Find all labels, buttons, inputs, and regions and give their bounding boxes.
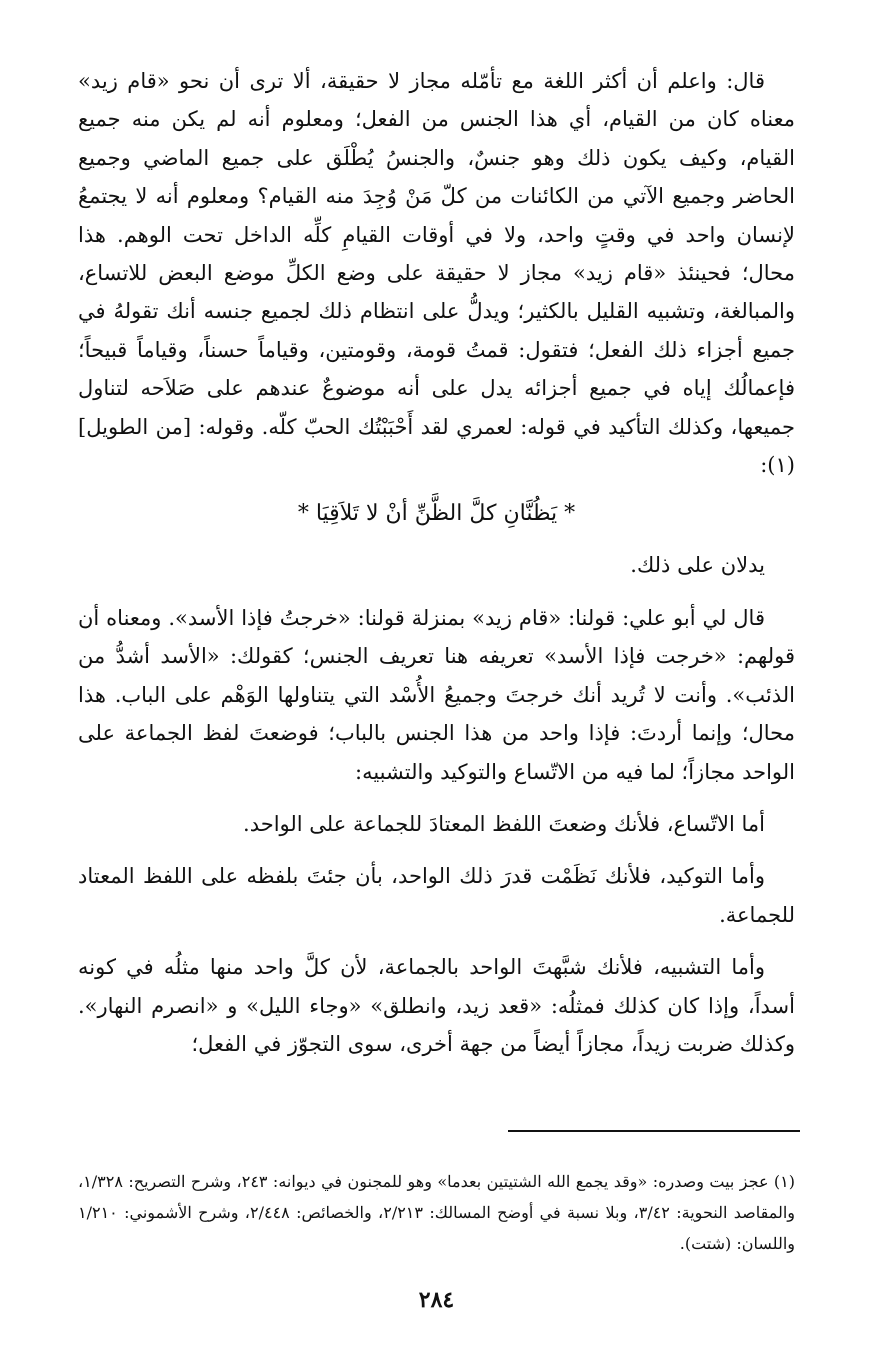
paragraph-tashbih: وأما التشبيه، فلأنك شبَّهتَ الواحد بالجماعة، لأن كلَّ واحد منها مثلُه في كونه أسداً، وإذا كان كذلك فمثلُه: «قعد زيد، وانطلق» «وجاء الليل» و «انصرم النهار». وكذلك ضربت زيداً، مجازاً أيضاً من جهة أخرى، سوى التجوّز في الفعل؛ bbox=[78, 955, 795, 1056]
footnote: (١) عجز بيت وصدره: «وقد يجمع الله الشتيتين بعدما» وهو للمجنون في ديوانه: ٢٤٣، وشرح التصريح: ١/٣٢٨، والمقاصد النحوية: ٣/٤٢، وبلا نسبة في أوضح المسالك: ٢/٢١٣، والخصائص: ٢/٤٤٨، وشرح الأشموني: ١/٢١٠ واللسان: (شتت). bbox=[78, 1172, 796, 1253]
paragraph-yadullan: يدلان على ذلك. bbox=[630, 553, 765, 578]
paragraph-abu-ali: قال لي أبو علي: قولنا: «قام زيد» بمنزلة قولنا: «خرجتُ فإذا الأسد». ومعناه أن قولهم: «خرجت فإذا الأسد» تعريفه هنا تعريف الجنس؛ كقولك: «الأسد أشدُّ من الذئب». وأنت لا تُريد أنك خرجتَ وجميعُ الأُسْد التي يتناولها الوَهْم على الباب. هذا محال؛ وإنما أردتَ: فإذا واحد من هذا الجنس بالباب؛ فوضعتَ لفظ الجماعة على الواحد مجازاً؛ لما فيه من الاتّساع والتوكيد والتشبيه: bbox=[78, 605, 795, 784]
page-number: ٢٨٤ bbox=[418, 1287, 455, 1313]
poetry-verse: * يَظُنَّانِ كلَّ الظَّنِّ أنْ لا تَلاَقِيَا * bbox=[297, 501, 576, 527]
paragraph-tawkid: وأما التوكيد، فلأنك نَظَمْت قدرَ ذلك الواحد، بأن جئتَ بلفظه على اللفظ المعتاد للجماعة. bbox=[78, 864, 795, 927]
main-text bbox=[78, 62, 795, 1063]
paragraph-majaz: قال: واعلم أن أكثر اللغة مع تأمّله مجاز لا حقيقة، ألا ترى أن نحو «قام زيد» معناه كان من القيام، أي هذا الجنس من الفعل؛ ومعلوم أنه لم يكن منه جميع القيام، وكيف يكون ذلك وهو جنسٌ، والجنسُ يُطْلَق على جميع الماضي وجميع الحاضر وجميع الآتي من الكائنات من كلّ مَنْ وُجِدَ منه القيام؟ ومعلوم أنه لا يجتمعُ لإنسان واحد في وقتٍ واحد، ولا في أوقات القيامِ كلِّه الداخل تحت الوهم. هذا محال؛ فحينئذ «قام زيد» مجاز لا حقيقة على وضع الكلِّ موضع البعض للاتساع، والمبالغة، وتشبيه القليل بالكثير؛ ويدلُّ على انتظام ذلك لجميع جنسه أنك تقولهُ في جميع أجزاء ذلك الفعل؛ فتقول: قمتُ قومة، وقومتين، وقياماً حسناً، وقياماً قبيحاً؛ فإعمالُك إياه في جميع أجزائه يدل على أنه موضوعٌ عندهم على صَلاَحه لتناول جميعها، وكذلك التأكيد في قوله: لعمري لقد أَحْبَبْتُك الحبّ كلّه. وقوله: [من الطويل](١): bbox=[78, 69, 795, 478]
paragraph-ittisa: أما الاتّساع، فلأنك وضعتَ اللفظ المعتادَ للجماعة على الواحد. bbox=[243, 811, 765, 836]
footnote-divider bbox=[508, 1130, 800, 1132]
